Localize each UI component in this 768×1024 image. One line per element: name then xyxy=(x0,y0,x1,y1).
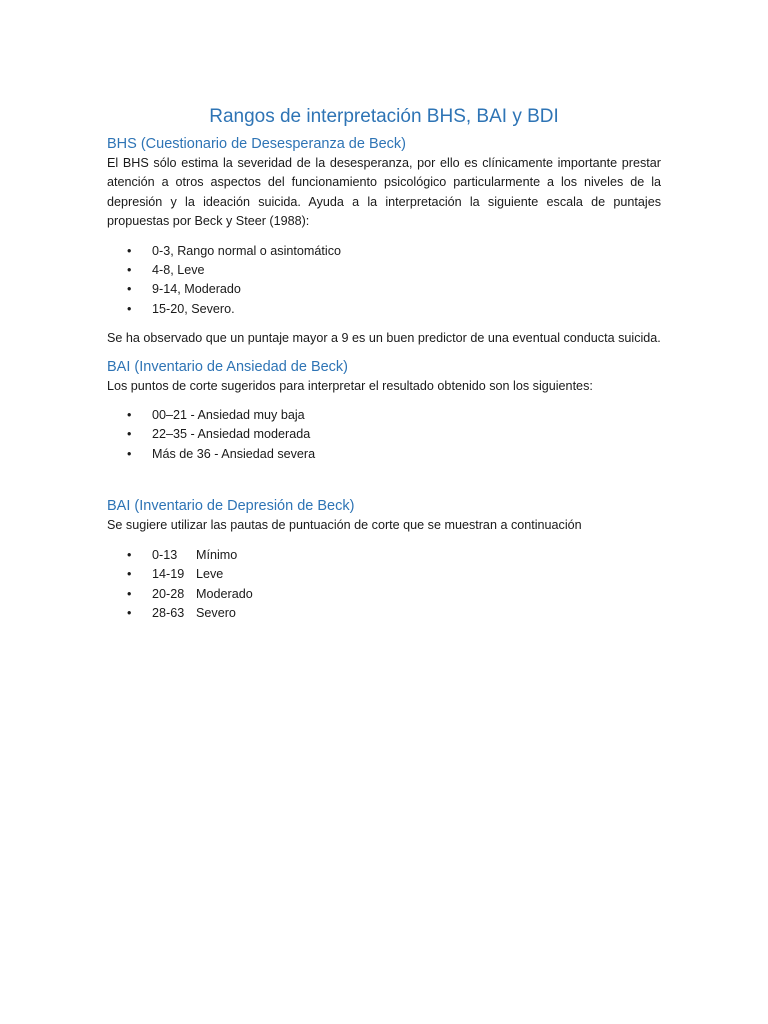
range-label: Severo xyxy=(196,605,236,620)
list-item: • 00–21 - Ansiedad muy baja xyxy=(107,406,661,425)
bullet-icon: • xyxy=(127,301,132,316)
list-item: • 0-3, Rango normal o asintomático xyxy=(107,242,661,261)
bullet-icon: • xyxy=(127,605,132,620)
bhs-list xyxy=(107,242,661,320)
bullet-icon: • xyxy=(127,243,132,258)
range-label: Moderado xyxy=(196,586,253,601)
bdi-intro: Se sugiere utilizar las pautas de puntuación de corte que se muestran a continuación xyxy=(107,518,582,533)
list-item: • 9-14, Moderado xyxy=(107,280,661,299)
range-code: 20-28 xyxy=(152,586,185,601)
bhs-heading: BHS (Cuestionario de Desesperanza de Beck) xyxy=(107,136,407,152)
range-label: Leve xyxy=(196,567,224,582)
range-label: Mínimo xyxy=(196,547,238,562)
list-item: • Más de 36 - Ansiedad severa xyxy=(107,445,661,464)
range-code: 14-19 xyxy=(152,567,185,582)
bai-intro: Los puntos de corte sugeridos para interpretar el resultado obtenido son los siguientes: xyxy=(107,378,593,393)
bai-list xyxy=(107,406,661,464)
range-code: 28-63 xyxy=(152,605,185,620)
list-item xyxy=(107,565,661,584)
bullet-icon: • xyxy=(127,408,132,423)
bhs-note: Se ha observado que un puntaje mayor a 9 es un buen predictor de una eventual conducta suicida. xyxy=(107,331,661,346)
document-page xyxy=(107,104,661,633)
bdi-heading: BAI (Inventario de Depresión de Beck) xyxy=(107,498,355,515)
bai-heading: BAI (Inventario de Ansiedad de Beck) xyxy=(107,358,349,375)
bullet-icon: • xyxy=(127,263,132,278)
list-item xyxy=(107,585,661,604)
bdi-list xyxy=(107,546,661,624)
list-item xyxy=(107,546,661,565)
bullet-icon: • xyxy=(127,427,132,442)
range-code: 0-13 xyxy=(152,547,178,562)
bullet-icon: • xyxy=(127,446,132,461)
bullet-icon: • xyxy=(127,282,132,297)
list-item: • 15-20, Severo. xyxy=(107,300,661,319)
bullet-icon: • xyxy=(127,567,132,582)
list-item: • 22–35 - Ansiedad moderada xyxy=(107,425,661,444)
bhs-intro: El BHS sólo estima la severidad de la desesperanza, por ello es clínicamente importante prestar atención a otros aspectos del funcionamiento psicológico particularmente a los niveles de la depresión y la ideación suicida. Ayuda a la interpretación la siguiente escala de puntajes propuestas por Beck y Steer (1988): xyxy=(107,156,661,229)
list-item xyxy=(107,604,661,623)
bullet-icon: • xyxy=(127,586,132,601)
list-item: • 4-8, Leve xyxy=(107,261,661,280)
page-title: Rangos de interpretación BHS, BAI y BDI xyxy=(209,106,559,127)
bullet-icon: • xyxy=(127,547,132,562)
